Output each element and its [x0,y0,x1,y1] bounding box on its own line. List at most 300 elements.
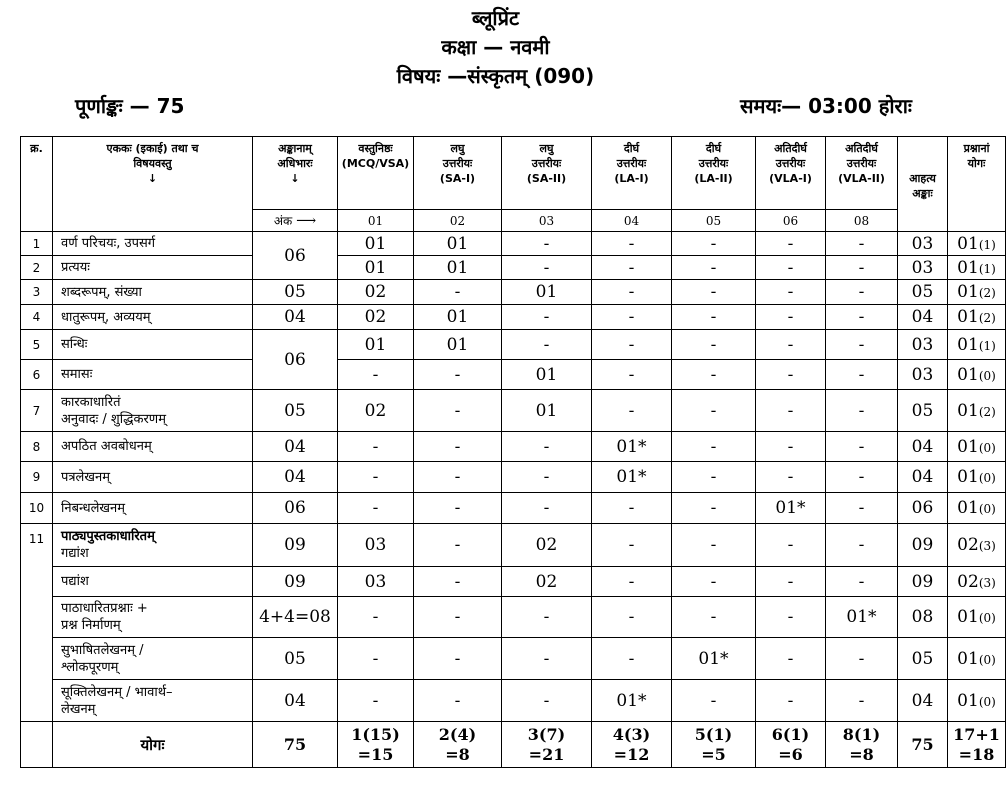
row-cell: - [672,567,756,597]
row-total: 06 [898,493,948,524]
header-row [21,137,1006,210]
row-q: 01 [957,233,979,254]
row-questions [948,462,1006,493]
row-cell: - [414,493,502,524]
header-col-2-l1: लघु [539,142,554,155]
header-col-1 [414,137,502,210]
anka-value: 06 [756,210,826,232]
row-cell: - [826,330,898,360]
totals-col [338,722,414,768]
row-topic: धातुरूपम्, अव्ययम् [61,309,151,325]
row-cell: 01 [414,256,502,280]
table-row [21,232,1006,256]
row-cell: - [826,390,898,432]
row-total: 09 [898,524,948,567]
totals-col-l2: =6 [778,744,803,764]
header-unit-line1: एककः (इकाई) तथा च [106,142,199,155]
row-cell: - [414,280,502,305]
row-topic-cell [53,680,253,722]
row-topic: गद्यांश [61,546,89,561]
row-questions [948,256,1006,280]
header-col-5-l1: अतिदीर्घ [774,142,807,155]
row-cell: - [592,305,672,330]
row-total: 05 [898,638,948,680]
table-row [21,524,1006,567]
row-weight: 05 [253,638,338,680]
row-cell: - [338,638,414,680]
header-total-marks [898,137,948,232]
row-cell: - [414,680,502,722]
row-cell: - [756,280,826,305]
row-cell: 01 [502,360,592,390]
table-row [21,305,1006,330]
row-questions [948,360,1006,390]
row-q: 01 [957,498,979,518]
row-weight: 04 [253,305,338,330]
header-col-6-l2: उत्तरीयः [846,157,877,170]
row-cell: 01* [756,493,826,524]
row-topic-line2: प्रश्न निर्माणम् [61,618,121,633]
down-arrow-icon: ↓ [290,172,300,185]
row-cell: - [338,680,414,722]
row-weight: 04 [253,680,338,722]
row-cell: - [592,597,672,638]
row-topic-cell [53,280,253,305]
row-topic: प्रत्ययः [61,260,90,275]
right-arrow-icon: ⟶ [296,213,317,229]
header-col-5 [756,137,826,210]
row-cell: 01 [414,330,502,360]
row-q-sub: (1) [978,338,996,353]
anka-value: 03 [502,210,592,232]
header-col-6-l1: अतिदीर्घ [845,142,878,155]
row-topic-cell [53,567,253,597]
row-questions [948,680,1006,722]
header-weight [253,137,338,210]
row-cell: 01 [502,390,592,432]
anka-value: 01 [338,210,414,232]
row-sno: 6 [21,360,53,390]
row-total: 03 [898,330,948,360]
row-total: 05 [898,280,948,305]
header-weight-line1: अङ्कानाम् [278,142,312,155]
row-cell: 01* [592,462,672,493]
row-cell: 02 [338,390,414,432]
totals-blank [21,722,53,768]
row-cell: - [826,493,898,524]
header-col-2 [502,137,592,210]
row-cell: - [672,462,756,493]
anka-value: 02 [414,210,502,232]
header-total-marks-l1: आहत्य [909,172,936,185]
row-cell: - [338,493,414,524]
anka-value: 08 [826,210,898,232]
header-total-q-l2: योगः [967,157,986,170]
row-cell: - [756,232,826,256]
row-q: 01 [957,648,979,669]
table-row [21,680,1006,722]
row-topic-cell [53,232,253,256]
row-questions [948,567,1006,597]
row-questions [948,280,1006,305]
row-weight: 06 [253,232,338,280]
totals-q-l1: 17+1 [953,724,1000,744]
row-topic-line2: लेखनम् [61,701,96,717]
header-col-5-l3: (VLA-I) [769,172,812,185]
row-cell: - [826,638,898,680]
table-row [21,360,1006,390]
row-cell: - [502,680,592,722]
max-marks: पूर्णाङ्कः — 75 [75,94,185,118]
row-cell: 01 [414,305,502,330]
row-topic: सुभाषितलेखनम् / [61,642,144,658]
doc-title: ब्लूप्रिंट [471,6,520,30]
row-sno: 8 [21,432,53,462]
row-q-sub: (0) [978,502,996,516]
row-cell: - [414,462,502,493]
row-cell: 02 [338,305,414,330]
row-cell: - [756,680,826,722]
row-q-sub: (1) [978,261,996,276]
row-q: 02 [957,571,979,592]
totals-col-l1: 4(3) [612,724,651,744]
row-cell: - [672,305,756,330]
totals-col [672,722,756,768]
totals-col-l2: =21 [528,744,565,764]
row-cell: - [756,390,826,432]
row-weight: 05 [253,390,338,432]
row-cell: - [592,638,672,680]
row-cell: - [592,390,672,432]
row-cell: - [592,232,672,256]
row-cell: 01* [826,597,898,638]
totals-col-l1: 2(4) [438,724,477,744]
row-cell: - [414,638,502,680]
header-col-1-l3: (SA-I) [439,172,476,185]
row-q: 01 [957,257,979,278]
row-cell: - [826,232,898,256]
row-q-sub: (1) [978,237,996,252]
row-topic: वर्ण परिचयः, उपसर्ग [61,236,156,251]
row-topic-cell [53,462,253,493]
row-topic: पद्यांश [61,574,89,589]
row-q-sub: (0) [978,611,996,625]
row-q: 01 [957,400,979,421]
row-cell: - [826,680,898,722]
row-cell: - [756,360,826,390]
row-topic: समासः [61,367,93,382]
anka-blank [53,210,253,232]
row-cell: - [414,524,502,567]
row-cell: 01* [592,680,672,722]
row-total: 04 [898,680,948,722]
row-cell: - [502,597,592,638]
row-topic-cell [53,432,253,462]
row-weight: 4+4=08 [253,597,338,638]
row-cell: - [826,360,898,390]
row-cell: - [672,524,756,567]
row-questions [948,597,1006,638]
totals-col-l2: =8 [849,744,874,764]
row-topic: पत्रलेखनम् [61,469,110,485]
row-cell: - [672,597,756,638]
row-cell: - [592,330,672,360]
row-topic-cell [53,305,253,330]
row-cell: - [338,432,414,462]
row-weight: 09 [253,524,338,567]
table-row [21,493,1006,524]
table-row [21,280,1006,305]
row-cell: 01 [502,280,592,305]
row-cell: - [672,360,756,390]
row-q-sub: (3) [978,575,996,590]
row-cell: - [672,232,756,256]
row-topic: सन्धिः [61,337,88,352]
header-col-0 [338,137,414,210]
row-cell: 01 [338,330,414,360]
header-weight-line2: अधिभारः [277,157,313,170]
header-col-6-l3: (VLA-II) [838,172,885,185]
row-topic: पाठाधारितप्रश्नाः + [61,601,148,616]
row-sno: 1 [21,232,53,256]
totals-col-l2: =12 [613,744,650,764]
totals-col-l1: 3(7) [527,724,566,744]
row-sno: 2 [21,256,53,280]
row-weight: 04 [253,432,338,462]
row-topic-cell [53,360,253,390]
row-cell: - [756,567,826,597]
subject-label: विषयः —संस्कृतम् (090) [396,64,595,88]
row-cell: - [414,567,502,597]
row-cell: - [672,432,756,462]
row-q-sub: (2) [978,311,996,325]
header-col-2-l3: (SA-II) [526,172,567,185]
row-cell: - [826,462,898,493]
row-cell: - [502,256,592,280]
row-cell: - [338,597,414,638]
row-total: 08 [898,597,948,638]
totals-total: 75 [898,722,948,768]
row-questions [948,638,1006,680]
row-questions [948,232,1006,256]
row-cell: - [592,493,672,524]
row-cell: 01 [338,232,414,256]
row-sno: 4 [21,305,53,330]
row-questions [948,390,1006,432]
row-cell: - [826,524,898,567]
row-cell: 02 [502,567,592,597]
row-cell: 01 [338,256,414,280]
row-cell: - [826,280,898,305]
table-row [21,567,1006,597]
row-q-sub: (2) [978,404,996,419]
row-weight: 05 [253,280,338,305]
totals-label: योगः [53,722,253,768]
row-q: 01 [957,282,979,302]
table-row [21,597,1006,638]
row-questions [948,524,1006,567]
row-cell: - [672,680,756,722]
header-total-questions [948,137,1006,232]
row-weight: 09 [253,567,338,597]
header-col-2-l2: उत्तरीयः [531,157,562,170]
row-q: 01 [957,607,979,627]
totals-col [592,722,672,768]
row-cell: 03 [338,524,414,567]
row-q: 01 [957,334,979,355]
table-row [21,330,1006,360]
row-topic: शब्दरूपम्, संख्या [61,284,142,300]
row-sno: 5 [21,330,53,360]
row-cell: - [338,360,414,390]
time-allowed: समयः— 03:00 होराः [740,94,912,118]
row-q-sub: (0) [978,652,996,667]
row-cell: - [414,432,502,462]
row-weight: 06 [253,493,338,524]
row-topic-line2: श्लोकपूरणम् [61,659,119,675]
row-cell: 01* [672,638,756,680]
row-q-sub: (3) [978,539,996,553]
header-col-4-l2: उत्तरीयः [698,157,729,170]
row-q-sub: (0) [978,471,996,485]
row-sno: 7 [21,390,53,432]
row-total: 04 [898,305,948,330]
row-cell: - [502,305,592,330]
row-questions [948,493,1006,524]
row-q: 02 [957,535,979,555]
totals-col-l2: =8 [445,744,470,764]
row-cell: - [592,360,672,390]
row-sno: 11 [21,524,53,722]
totals-col-l1: 5(1) [694,724,733,744]
row-cell: - [338,462,414,493]
row-total: 03 [898,256,948,280]
row-total: 04 [898,462,948,493]
row-topic: कारकाधारितं [61,394,121,410]
row-cell: - [592,256,672,280]
row-cell: 01 [414,232,502,256]
row-cell: - [756,305,826,330]
row-q-sub: (0) [978,368,996,383]
header-col-4-l3: (LA-II) [694,172,733,185]
row-topic-cell [53,330,253,360]
row-cell: - [502,432,592,462]
row-q: 01 [957,467,979,487]
table-row [21,256,1006,280]
row-total: 03 [898,360,948,390]
totals-col [502,722,592,768]
row-total: 03 [898,232,948,256]
header-col-3 [592,137,672,210]
header-col-4 [672,137,756,210]
header-col-0-l2: (MCQ/VSA) [341,157,410,170]
row-topic: अपठित अवबोधनम् [61,439,152,454]
row-cell: - [672,330,756,360]
row-q-sub: (2) [978,286,996,300]
table-row [21,432,1006,462]
row-topic-cell [53,524,253,567]
row-cell: - [592,524,672,567]
totals-row [21,722,1006,768]
row-cell: - [826,305,898,330]
anka-label: अंक [273,214,293,228]
row-cell: - [756,524,826,567]
row-sno: 10 [21,493,53,524]
totals-col-l1: 8(1) [842,724,881,744]
totals-questions [948,722,1006,768]
row-cell: - [672,280,756,305]
row-cell: - [756,462,826,493]
header-sno: क्र. [21,137,53,232]
row-topic-cell [53,256,253,280]
class-label: कक्षा — नवमी [441,35,550,59]
row-cell: - [672,256,756,280]
row-topic: निबन्धलेखनम् [61,500,126,516]
row-heading: पाठ्यपुस्तकाधारितम् [61,529,155,544]
row-topic-line2: अनुवादः / शुद्धिकरणम् [61,411,166,427]
table-row [21,638,1006,680]
row-cell: - [756,432,826,462]
row-cell: - [502,462,592,493]
totals-col [826,722,898,768]
row-cell: - [592,567,672,597]
totals-col [756,722,826,768]
row-cell: - [672,493,756,524]
header-col-3-l1: दीर्घ [623,142,640,155]
row-topic-cell [53,597,253,638]
row-q-sub: (0) [978,694,996,709]
row-cell: 02 [338,280,414,305]
row-cell: - [756,638,826,680]
row-cell: - [756,330,826,360]
row-cell: - [502,232,592,256]
row-cell: - [756,597,826,638]
row-weight: 06 [253,330,338,390]
row-cell: - [414,360,502,390]
row-sno: 3 [21,280,53,305]
row-questions [948,305,1006,330]
table-row [21,390,1006,432]
header-col-0-l1: वस्तुनिष्ठः [358,142,393,155]
header-col-1-l1: लघु [450,142,465,155]
header-col-6 [826,137,898,210]
row-cell: 01* [592,432,672,462]
row-topic-cell [53,390,253,432]
table-row [21,462,1006,493]
row-total: 04 [898,432,948,462]
row-questions [948,330,1006,360]
row-cell: - [502,330,592,360]
header-col-3-l2: उत्तरीयः [616,157,647,170]
header-col-5-l2: उत्तरीयः [775,157,806,170]
anka-row [21,210,1006,232]
totals-col-l2: =15 [357,744,394,764]
row-total: 05 [898,390,948,432]
down-arrow-icon: ↓ [147,172,158,185]
row-cell: - [414,390,502,432]
anka-label-cell [253,210,338,232]
row-q: 01 [957,436,979,457]
anka-value: 04 [592,210,672,232]
totals-weight: 75 [253,722,338,768]
row-cell: - [414,597,502,638]
header-total-q-l1: प्रश्नानां [963,142,990,155]
blueprint-table [20,136,1006,768]
row-cell: 03 [338,567,414,597]
row-q: 01 [957,690,979,711]
row-q: 01 [957,364,979,385]
header-total-marks-l2: अङ्काः [912,187,933,200]
